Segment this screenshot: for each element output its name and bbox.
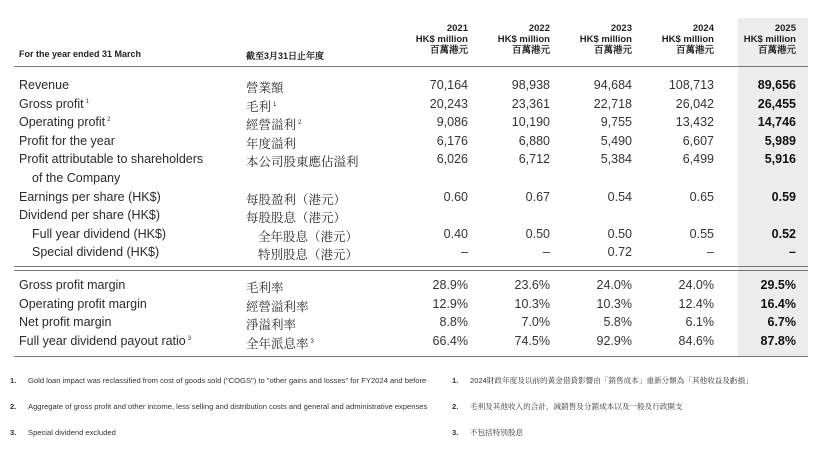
row-label-text: Special dividend (HK$) bbox=[32, 245, 160, 260]
value-cell-2021: 12.9% bbox=[432, 296, 468, 311]
value-cell-2024: 6,499 bbox=[682, 152, 714, 167]
value-cell-2025: – bbox=[789, 245, 796, 260]
value-cell-2023: 92.9% bbox=[596, 333, 632, 348]
value-cell-2021: 0.40 bbox=[443, 226, 468, 241]
year-header-2025 bbox=[736, 23, 796, 56]
year-header-2022 bbox=[490, 23, 550, 56]
value-cell-2025: 0.52 bbox=[771, 226, 796, 241]
row-label-en bbox=[32, 227, 166, 241]
unit-zh: 百萬港元 bbox=[429, 45, 468, 56]
year-header-2024 bbox=[654, 23, 714, 56]
value-cell-2021: 8.8% bbox=[439, 315, 468, 330]
value-cell-2022: 10,190 bbox=[511, 115, 550, 130]
value-cell-2022: 23,361 bbox=[511, 96, 550, 111]
value-cell-2024: 12.4% bbox=[678, 296, 714, 311]
value-cell-2022: 0.67 bbox=[525, 189, 550, 204]
row-label-zh bbox=[246, 190, 346, 208]
value-cell-2025: 29.5% bbox=[760, 278, 796, 292]
value-cell-2024: 0.65 bbox=[689, 189, 714, 204]
row-label-zh bbox=[246, 97, 276, 115]
value-cell-2021: 20,243 bbox=[429, 96, 468, 111]
header-rule bbox=[14, 66, 808, 67]
value-cell-2022: 6,880 bbox=[518, 133, 550, 148]
row-label-zh-text: 經營溢利 bbox=[246, 118, 297, 133]
value-cell-2022: 74.5% bbox=[514, 333, 550, 348]
value-cell-2023: 24.0% bbox=[596, 278, 632, 292]
footnote-number: 2. bbox=[452, 402, 459, 411]
year-label: 2022 bbox=[528, 23, 550, 34]
footnote-item bbox=[10, 376, 430, 400]
row-label-zh bbox=[246, 152, 359, 170]
footnote-item bbox=[452, 402, 822, 426]
row-label-en bbox=[19, 297, 147, 311]
value-cell-2025: 87.8% bbox=[760, 333, 796, 348]
section-rule-top bbox=[14, 266, 808, 267]
row-label-text: Gross profit margin bbox=[19, 278, 126, 292]
footnote-ref: 1 bbox=[85, 98, 89, 105]
row-label-en bbox=[19, 152, 203, 166]
row-label-en bbox=[19, 334, 191, 348]
value-cell-2025: 26,455 bbox=[757, 96, 796, 111]
row-label-en bbox=[19, 78, 69, 92]
row-label-text: Dividend per share (HK$) bbox=[19, 208, 161, 223]
row-label-en bbox=[19, 278, 125, 292]
row-label-zh-text: 全年派息率 bbox=[246, 336, 309, 351]
footnote-text: 不包括特別股息 bbox=[470, 428, 524, 437]
row-label-zh bbox=[258, 245, 358, 263]
row-label-text: Operating profit bbox=[19, 115, 106, 130]
row-label-zh-text: 全年股息（港元） bbox=[258, 229, 359, 244]
row-label-zh-text: 本公司股東應佔溢利 bbox=[246, 155, 359, 170]
footnote-text: 毛利及其他收入的合計，減銷售及分銷成本以及一般及行政開支 bbox=[470, 402, 683, 411]
unit-en: HK$ million bbox=[743, 34, 796, 45]
footnote-number: 2. bbox=[10, 402, 17, 411]
value-cell-2023: 22,718 bbox=[593, 96, 632, 111]
row-label-zh-text: 經營溢利率 bbox=[246, 299, 309, 314]
row-label-zh bbox=[246, 297, 309, 315]
row-label-zh-text: 每股盈利（港元） bbox=[246, 192, 347, 207]
value-cell-2024: 24.0% bbox=[678, 278, 714, 292]
period-label-zh: 截至3月31日止年度 bbox=[246, 51, 325, 61]
unit-zh: 百萬港元 bbox=[511, 45, 550, 56]
footnote-ref: 2 bbox=[107, 117, 111, 124]
row-label-zh-text: 年度溢利 bbox=[246, 136, 297, 151]
year-label: 2021 bbox=[446, 23, 468, 34]
value-cell-2021: – bbox=[461, 245, 468, 260]
value-cell-2024: – bbox=[707, 245, 714, 260]
value-cell-2021: 9,086 bbox=[436, 115, 468, 130]
footnote-item bbox=[10, 428, 430, 452]
unit-zh: 百萬港元 bbox=[757, 45, 796, 56]
row-label-en bbox=[19, 97, 89, 111]
row-label-zh bbox=[258, 227, 358, 245]
value-cell-2024: 84.6% bbox=[678, 333, 714, 348]
value-cell-2024: 26,042 bbox=[675, 96, 714, 111]
row-label-zh bbox=[246, 334, 314, 352]
row-label-zh bbox=[246, 315, 296, 333]
unit-zh: 百萬港元 bbox=[593, 45, 632, 56]
row-label-text: Profit attributable to shareholders bbox=[19, 152, 204, 167]
row-label-zh bbox=[246, 78, 284, 96]
value-cell-2022: 6,712 bbox=[518, 152, 550, 167]
footnote-ref: 2 bbox=[298, 120, 302, 127]
row-label-en bbox=[19, 190, 161, 204]
value-cell-2024: 6.1% bbox=[685, 315, 714, 330]
value-cell-2022: 98,938 bbox=[511, 78, 550, 92]
year-label: 2025 bbox=[774, 23, 796, 34]
row-label-text: Gross profit bbox=[19, 96, 84, 111]
row-label-zh-text: 毛利 bbox=[246, 99, 272, 114]
value-cell-2021: 28.9% bbox=[432, 278, 468, 292]
value-cell-2025: 6.7% bbox=[767, 315, 796, 330]
row-label-text: Revenue bbox=[19, 78, 70, 92]
unit-en: HK$ million bbox=[661, 34, 714, 45]
value-cell-2022: 23.6% bbox=[514, 278, 550, 292]
period-label-en: For the year ended 31 March bbox=[19, 49, 142, 59]
value-cell-2025: 14,746 bbox=[757, 115, 796, 130]
row-label-zh-text: 毛利率 bbox=[246, 281, 284, 295]
year-header-2021 bbox=[408, 23, 468, 56]
row-label-en bbox=[19, 115, 111, 129]
row-label-text: Earnings per share (HK$) bbox=[19, 189, 161, 204]
unit-en: HK$ million bbox=[415, 34, 468, 45]
value-cell-2022: 7.0% bbox=[521, 315, 550, 330]
unit-zh: 百萬港元 bbox=[675, 45, 714, 56]
footnote-item bbox=[452, 376, 822, 400]
row-label-text: Full year dividend payout ratio bbox=[19, 333, 186, 348]
table-end-rule bbox=[14, 356, 808, 357]
footnote-number: 3. bbox=[10, 428, 17, 437]
footnote-number: 3. bbox=[452, 428, 459, 437]
row-label-text: of the Company bbox=[32, 171, 121, 185]
value-cell-2021: 70,164 bbox=[429, 78, 468, 92]
row-label-text: Operating profit margin bbox=[19, 296, 147, 311]
footnote-ref: 3 bbox=[187, 335, 192, 342]
year-label: 2024 bbox=[692, 23, 714, 34]
footnote-ref: 1 bbox=[273, 101, 277, 108]
unit-en: HK$ million bbox=[497, 34, 550, 45]
row-label-zh-text: 特別股息（港元） bbox=[258, 248, 359, 263]
value-cell-2022: – bbox=[543, 245, 550, 260]
row-label-text: Net profit margin bbox=[19, 315, 112, 330]
row-label-zh bbox=[246, 278, 284, 296]
value-cell-2025: 89,656 bbox=[757, 78, 796, 92]
row-label-en bbox=[19, 208, 160, 222]
value-cell-2023: 10.3% bbox=[596, 296, 632, 311]
row-label-zh-text: 淨溢利率 bbox=[246, 318, 297, 333]
row-label-text: Full year dividend (HK$) bbox=[32, 226, 167, 241]
row-label-text: Profit for the year bbox=[19, 133, 115, 148]
value-cell-2023: 9,755 bbox=[600, 115, 632, 130]
value-cell-2025: 0.59 bbox=[771, 189, 796, 204]
footnote-text: Gold loan impact was reclassified from cost of goods sold ("COGS") to "other gains and losses" for FY2024 and before bbox=[28, 376, 427, 385]
footnote-text: Aggregate of gross profit and other income, less selling and distribution costs and general and administrative expenses bbox=[28, 402, 428, 411]
row-label-zh bbox=[246, 115, 301, 133]
value-cell-2025: 16.4% bbox=[760, 296, 796, 311]
value-cell-2021: 6,176 bbox=[436, 133, 468, 148]
footnote-number: 1. bbox=[10, 376, 17, 385]
row-label-en bbox=[19, 315, 111, 329]
value-cell-2024: 0.55 bbox=[689, 226, 714, 241]
value-cell-2023: 0.50 bbox=[607, 226, 632, 241]
section-rule-bottom bbox=[14, 270, 808, 271]
row-label-en bbox=[32, 245, 159, 259]
unit-en: HK$ million bbox=[579, 34, 632, 45]
row-label-zh-text: 營業額 bbox=[246, 81, 284, 95]
footnote-number: 1. bbox=[452, 376, 459, 385]
year-label: 2023 bbox=[610, 23, 632, 34]
footnote-item bbox=[452, 428, 822, 452]
value-cell-2025: 5,989 bbox=[764, 133, 796, 148]
value-cell-2021: 0.60 bbox=[443, 189, 468, 204]
row-label-en bbox=[19, 134, 115, 148]
row-label-zh bbox=[246, 208, 346, 226]
value-cell-2024: 108,713 bbox=[668, 78, 714, 92]
value-cell-2023: 0.72 bbox=[607, 245, 632, 260]
footnote-text: Special dividend excluded bbox=[28, 428, 116, 437]
footnote-text: 2024財政年度及以前的黃金借貸影響由「銷售成本」重新分類為「其他收益及虧損」 bbox=[470, 376, 753, 385]
year-header-2023 bbox=[572, 23, 632, 56]
footnote-item bbox=[10, 402, 430, 426]
value-cell-2022: 10.3% bbox=[514, 296, 550, 311]
value-cell-2025: 5,916 bbox=[764, 152, 796, 167]
value-cell-2023: 5.8% bbox=[603, 315, 632, 330]
row-label-zh bbox=[246, 134, 296, 152]
value-cell-2024: 6,607 bbox=[682, 133, 714, 148]
value-cell-2023: 5,384 bbox=[600, 152, 632, 167]
value-cell-2023: 5,490 bbox=[600, 133, 632, 148]
value-cell-2022: 0.50 bbox=[525, 226, 550, 241]
row-label-en bbox=[32, 171, 120, 185]
value-cell-2021: 66.4% bbox=[432, 333, 468, 348]
value-cell-2024: 13,432 bbox=[675, 115, 714, 130]
value-cell-2023: 0.54 bbox=[607, 189, 632, 204]
row-label-zh-text: 每股股息（港元） bbox=[246, 211, 347, 226]
footnote-ref: 3 bbox=[310, 338, 314, 345]
value-cell-2023: 94,684 bbox=[593, 78, 632, 92]
value-cell-2021: 6,026 bbox=[436, 152, 468, 167]
